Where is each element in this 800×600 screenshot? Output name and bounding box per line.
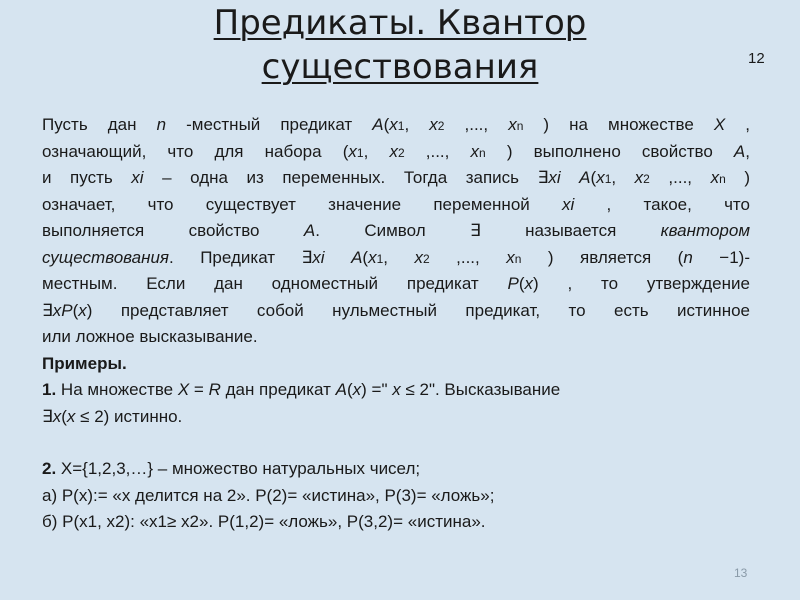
example-2-line-1: 2. X={1,2,3,…} – множество натуральных чисел; — [42, 459, 421, 478]
body-line-3: и пусть xi – одна из переменных. Тогда запись ∃xi A(x1, x2 ,..., xn ) — [42, 168, 750, 187]
body-line-2: означающий, что для набора (x1, x2 ,..., xn ) выполнено свойство A, — [42, 141, 750, 161]
example-2-line-2: а) P(x):= «х делится на 2». P(2)= «истина», P(3)= «ложь»; — [42, 485, 495, 505]
body-line-8: ∃xP(x) представляет собой нульместный предикат, то есть истинное — [42, 300, 750, 320]
example-1-line-2: ∃x(x ≤ 2) истинно. — [42, 406, 183, 426]
slide-number-top: 12 — [748, 50, 765, 67]
body-line-5: выполняется свойство A. Символ ∃ называется квантором — [42, 221, 750, 240]
body-line-6: существования. Предикат ∃xi A(x1, x2 ,..., xn ) является (n −1)- — [42, 247, 750, 267]
body-line-1: Пусть дан n -местный предикат A(x1, x2 ,..., xn ) на множестве X , — [42, 115, 751, 134]
slide-title-line2: существования — [261, 47, 539, 87]
body-line-9: или ложное высказывание. — [42, 327, 258, 346]
example-2-line-3: б) P(x1, x2): «x1≥ x2». P(1,2)= «ложь», P(3,2)= «истина». — [42, 512, 486, 531]
examples-label: Примеры. — [42, 353, 127, 373]
slide-body — [42, 112, 750, 536]
spacer — [42, 430, 750, 456]
example-1-line-1: 1. На множестве X = R дан предикат A(x) =" x ≤ 2". Высказывание — [42, 380, 561, 399]
slide-number-bottom: 13 — [734, 566, 748, 580]
body-line-4: означает, что существует значение переменной xi , такое, что — [42, 194, 750, 214]
slide-title-line1: Предикаты. Квантор — [213, 3, 587, 43]
body-line-7: местным. Если дан одноместный предикат P(x) , то утверждение — [42, 274, 750, 293]
